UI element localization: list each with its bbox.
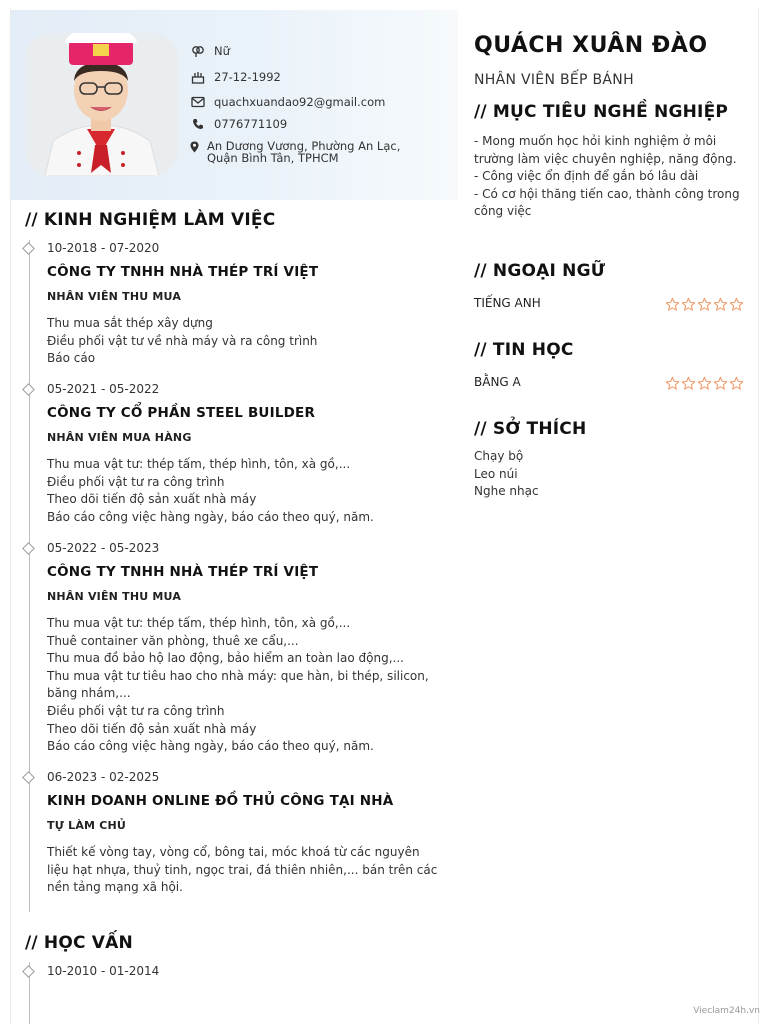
job-role: NHÂN VIÊN THU MUA [47, 290, 182, 303]
job-description: Thiết kế vòng tay, vòng cổ, bông tai, móc khoá từ các nguyên liệu hạt nhựa, thuỷ tinh, ngọc trai, đá thiên nhiên,... bán trên các nền tảng mạng xã hội. [47, 845, 438, 895]
phone-text: 0776771109 [214, 117, 288, 131]
birthday-text: 27-12-1992 [214, 70, 281, 84]
star-icon [729, 297, 744, 312]
hobbies-heading: // SỞ THÍCH [474, 419, 587, 439]
contact-phone [190, 117, 287, 131]
phone-icon [190, 117, 206, 131]
job-dates: 06-2023 - 02-2025 [47, 770, 160, 784]
job-role: TỰ LÀM CHỦ [47, 819, 127, 832]
candidate-name: QUÁCH XUÂN ĐÀO [474, 33, 708, 58]
experience-item [47, 541, 442, 756]
watermark: Vieclam24h.vn [693, 1006, 760, 1016]
hobby-item: Leo núi [474, 466, 518, 481]
objective-heading: // MỤC TIÊU NGHỀ NGHIỆP [474, 102, 729, 122]
language-row [474, 296, 744, 314]
contact-birthday [190, 70, 281, 84]
job-dates: 05-2022 - 05-2023 [47, 541, 160, 555]
star-icon [713, 297, 728, 312]
job-description: Thu mua vật tư: thép tấm, thép hình, tôn, xà gồ,... Điều phối vật tư ra công trình Theo dõi tiến độ sản xuất nhà máy Báo cáo công việc hàng ngày, báo cáo theo quý, năm. [47, 457, 374, 524]
contact-address [190, 140, 420, 164]
it-rating [665, 376, 744, 391]
profile-photo [25, 33, 178, 176]
objective-text: - Mong muốn học hỏi kinh nghiệm ở môi trường làm việc chuyên nghiệp, năng động. - Công việc ổn định để gắn bó lâu dài - Có cơ hội thăng tiến cao, thành công trong công việc [474, 134, 740, 218]
it-row [474, 375, 744, 393]
experience-item [47, 770, 442, 897]
experience-heading: // KINH NGHIỆM LÀM VIỆC [25, 210, 276, 230]
contact-email [190, 95, 385, 109]
job-company: CÔNG TY TNHH NHÀ THÉP TRÍ VIỆT [47, 264, 319, 280]
star-icon [729, 376, 744, 391]
job-role: NHÂN VIÊN MUA HÀNG [47, 431, 192, 444]
experience-timeline [29, 240, 30, 912]
education-dates: 10-2010 - 01-2014 [47, 964, 160, 978]
job-dates: 05-2021 - 05-2022 [47, 382, 160, 396]
job-company: KINH DOANH ONLINE ĐỒ THỦ CÔNG TẠI NHÀ [47, 793, 394, 809]
job-role: NHÂN VIÊN THU MUA [47, 590, 182, 603]
star-icon [681, 297, 696, 312]
email-link[interactable]: quachxuandao92@gmail.com [214, 95, 386, 109]
it-heading: // TIN HỌC [474, 340, 574, 360]
star-icon [697, 297, 712, 312]
it-skill-name: BẰNG A [474, 375, 521, 389]
experience-item [47, 382, 442, 526]
gender-text: Nữ [214, 44, 230, 58]
star-icon [697, 376, 712, 391]
star-icon [681, 376, 696, 391]
job-company: CÔNG TY TNHH NHÀ THÉP TRÍ VIỆT [47, 564, 319, 580]
language-name: TIẾNG ANH [474, 296, 541, 310]
candidate-position: NHÂN VIÊN BẾP BÁNH [474, 72, 634, 88]
hobby-item: Nghe nhạc [474, 484, 539, 498]
contact-gender [190, 44, 230, 58]
cake-icon [190, 70, 206, 84]
experience-item [47, 241, 442, 368]
languages-heading: // NGOẠI NGỮ [474, 261, 606, 281]
hobby-item: Chạy bộ [474, 449, 524, 463]
job-company: CÔNG TY CỔ PHẦN STEEL BUILDER [47, 405, 316, 421]
star-icon [665, 297, 680, 312]
education-item [47, 964, 442, 978]
hobbies-list [474, 448, 746, 501]
location-pin-icon [190, 140, 199, 154]
job-description: Thu mua sắt thép xây dựng Điều phối vật tư về nhà máy và ra công trình Báo cáo [47, 316, 318, 366]
gender-icon [190, 44, 206, 58]
job-dates: 10-2018 - 07-2020 [47, 241, 160, 255]
address-text: An Dương Vương, Phường An Lạc, Quận Bình Tân, TPHCM [207, 139, 401, 165]
language-rating [665, 297, 744, 312]
mail-icon [190, 95, 206, 109]
education-heading: // HỌC VẤN [25, 933, 133, 953]
job-description: Thu mua vật tư: thép tấm, thép hình, tôn, xà gồ,... Thuê container văn phòng, thuê xe cẩu,... Thu mua đồ bảo hộ lao động, bảo hiểm an toàn lao động,... Thu mua vật tư tiêu hao cho nhà máy: que hàn, bi thép, silicon, băng nhám,... Điều phối vật tư ra công trình Theo dõi tiến độ sản xuất nhà máy Báo cáo công việc hàng ngày, báo cáo theo quý, năm. [47, 616, 429, 754]
star-icon [665, 376, 680, 391]
star-icon [713, 376, 728, 391]
